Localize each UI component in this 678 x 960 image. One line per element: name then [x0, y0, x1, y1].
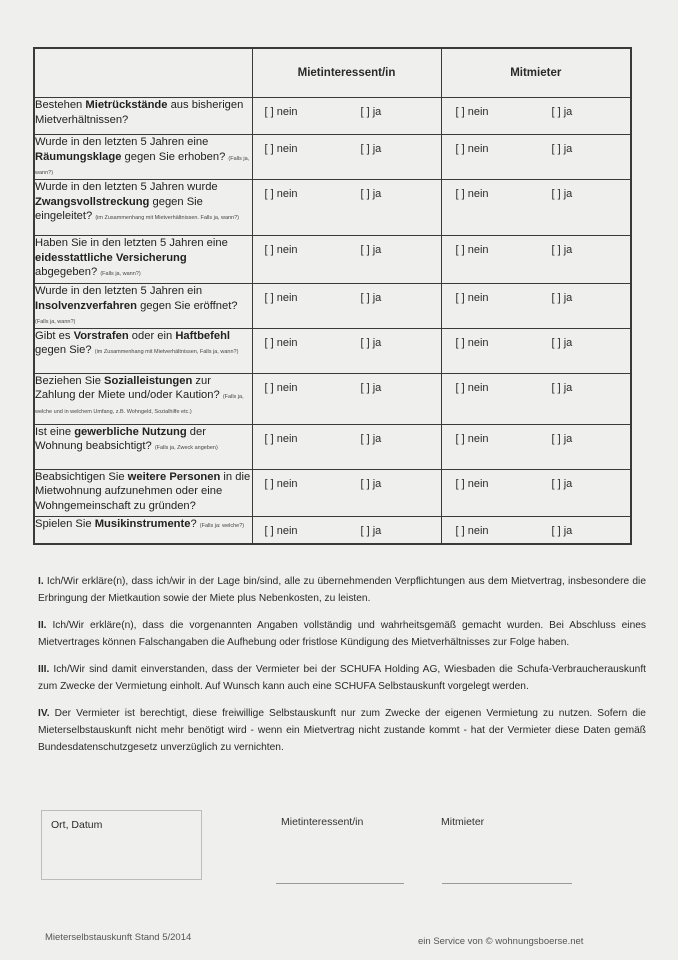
- question-keyword: Haftbefehl: [175, 329, 231, 342]
- cotenant-yes-checkbox[interactable]: [ ] ja: [551, 524, 573, 537]
- tenant-no-checkbox[interactable]: [ ] nein: [264, 432, 298, 445]
- question-hint: (Falls ja: welche?): [199, 522, 245, 529]
- table-row: [34, 373, 631, 424]
- cotenant-no-checkbox[interactable]: [ ] nein: [455, 524, 489, 537]
- question-text: Wurde in den letzten 5 Jahren ein: [35, 285, 203, 297]
- cotenant-no-checkbox[interactable]: [ ] nein: [455, 106, 489, 118]
- tenant-no-checkbox[interactable]: [ ] nein: [264, 106, 298, 118]
- tenant-yes-checkbox[interactable]: [ ] ja: [360, 188, 382, 200]
- tenant-answer-cell: [252, 180, 441, 236]
- question-text: Spielen Sie: [35, 517, 95, 530]
- cotenant-yes-checkbox[interactable]: [ ] ja: [551, 477, 573, 490]
- cotenant-yes-checkbox[interactable]: [ ] ja: [551, 336, 573, 349]
- question-text: abgegeben?: [35, 266, 98, 278]
- question-text: aus bisherigen Mietverhältnissen?: [35, 99, 244, 126]
- cotenant-answer-cell: [441, 469, 631, 516]
- question-hint: (Falls ja, welche und in welchem Umfang, z.B. Wohngeld, Sozialhilfe etc.): [35, 394, 244, 415]
- table-row: [34, 236, 631, 284]
- cotenant-yes-checkbox[interactable]: [ ] ja: [551, 381, 573, 394]
- cotenant-answer-cell: [441, 328, 631, 373]
- tenant-yes-checkbox[interactable]: [ ] ja: [360, 292, 382, 304]
- tenant-yes-checkbox[interactable]: [ ] ja: [360, 106, 382, 118]
- cotenant-answer-cell: [441, 98, 631, 135]
- table-row: [34, 135, 631, 180]
- question-text: in die Mietwohnung aufzunehmen oder eine Wohngemeinschaft zu gründen?: [35, 470, 251, 512]
- cotenant-answer-cell: [441, 284, 631, 329]
- table-row: [34, 424, 631, 469]
- question-keyword: eidesstattliche Versicherung: [35, 251, 187, 264]
- declaration-paragraph: [38, 705, 646, 756]
- place-date-box[interactable]: [41, 810, 202, 880]
- tenant-no-checkbox[interactable]: [ ] nein: [264, 244, 298, 256]
- table-row: [34, 516, 631, 544]
- tenant-answer-cell: [252, 236, 441, 284]
- question-text: Bestehen: [35, 99, 86, 111]
- question-cell: [34, 424, 252, 469]
- tenant-yes-checkbox[interactable]: [ ] ja: [360, 336, 382, 349]
- cotenant-yes-checkbox[interactable]: [ ] ja: [551, 292, 573, 304]
- paragraph-text: Der Vermieter ist berechtigt, diese freiwillige Selbstauskunft nur zum Zwecke der eigenen Vermietung zu nutzen. Sofern die Mieterselbstauskunft nicht mehr benötigt wird - wenn ein Mietvertrag nicht zustande kommt - hat der Vermieter diese Daten gemäß Bundesdatenschutzgesetz unverzüglich zu vernichten.: [38, 708, 646, 753]
- question-hint: (Falls ja, wann?): [35, 155, 250, 176]
- tenant-answer-cell: [252, 284, 441, 329]
- tenant-answer-cell: [252, 135, 441, 180]
- question-hint: (im Zusammenhang mit Mietverhältnissen, Falls ja, wann?): [94, 349, 239, 355]
- question-keyword: Insolvenzverfahren: [35, 299, 137, 312]
- tenant-yes-checkbox[interactable]: [ ] ja: [360, 524, 382, 537]
- paragraph-number: I.: [38, 576, 44, 587]
- question-text: Ist eine: [35, 425, 75, 438]
- cotenant-no-checkbox[interactable]: [ ] nein: [455, 432, 489, 445]
- tenant-no-checkbox[interactable]: [ ] nein: [264, 188, 298, 200]
- question-cell: [34, 135, 252, 180]
- paragraph-text: Ich/Wir erkläre(n), dass die vorgenannten Angaben vollständig und wahrheitsgemäß gemacht wurden. Bei Abschluss eines Mietvertrages können Falschangaben die Aufhebung oder fristlose Kündigung des Mietverhältnisses zur Folge haben.: [38, 620, 646, 648]
- question-cell: [34, 373, 252, 424]
- question-cell: [34, 284, 252, 329]
- cotenant-answer-cell: [441, 424, 631, 469]
- question-text: gegen Sie eingeleitet?: [35, 195, 203, 222]
- question-keyword: Vorstrafen: [73, 329, 129, 342]
- tenant-no-checkbox[interactable]: [ ] nein: [264, 477, 298, 490]
- question-hint: (Falls ja, wann?): [100, 271, 141, 277]
- tenant-answer-cell: [252, 328, 441, 373]
- tenant-no-checkbox[interactable]: [ ] nein: [264, 524, 298, 537]
- paragraph-text: Ich/Wir erkläre(n), dass ich/wir in der Lage bin/sind, alle zu übernehmenden Verpflichtungen aus dem Mietvertrag, insbesondere die Erbringung der Mietkaution sowie der Miete plus Nebenkosten, zu leisten.: [38, 576, 646, 604]
- cotenant-answer-cell: [441, 180, 631, 236]
- cotenant-yes-checkbox[interactable]: [ ] ja: [551, 432, 573, 445]
- cotenant-yes-checkbox[interactable]: [ ] ja: [551, 188, 573, 200]
- cotenant-no-checkbox[interactable]: [ ] nein: [455, 381, 489, 394]
- question-hint: (Falls ja, Zweck angeben): [154, 445, 218, 451]
- question-text: ?: [190, 517, 197, 530]
- question-hint: (im Zusammenhang mit Mietverhältnissen. Falls ja, wann?): [95, 215, 240, 221]
- question-cell: [34, 236, 252, 284]
- question-text: Beabsichtigen Sie: [35, 470, 128, 483]
- tenant-yes-checkbox[interactable]: [ ] ja: [360, 477, 382, 490]
- declarations: [38, 573, 646, 766]
- question-cell: [34, 180, 252, 236]
- column-header-cotenant: Mitmieter: [441, 48, 631, 98]
- tenant-no-checkbox[interactable]: [ ] nein: [264, 336, 298, 349]
- cotenant-answer-cell: [441, 373, 631, 424]
- cotenant-answer-cell: [441, 135, 631, 180]
- header-blank-cell: [34, 48, 252, 98]
- question-keyword: Zwangsvollstreckung: [35, 195, 150, 208]
- column-header-tenant: Mietinteressent/in: [252, 48, 441, 98]
- question-keyword: Mietrückstände: [85, 99, 168, 111]
- question-cell: [34, 328, 252, 373]
- paragraph-text: Ich/Wir sind damit einverstanden, dass der Vermieter bei der SCHUFA Holding AG, Wiesbaden die Schufa-Verbraucherauskunft zum Zwecke der Vermietung einholt. Auf Wunsch kann auch eine SCHUFA Selbstauskunft vorgelegt werden.: [38, 664, 646, 692]
- tenant-answer-cell: [252, 469, 441, 516]
- cotenant-signature-label: Mitmieter: [441, 816, 485, 828]
- table-header-row: [34, 48, 631, 98]
- question-keyword: Musikinstrumente: [94, 517, 191, 530]
- tenant-no-checkbox[interactable]: [ ] nein: [264, 292, 298, 304]
- question-keyword: Sozialleistungen: [104, 374, 193, 387]
- question-cell: [34, 516, 252, 544]
- cotenant-no-checkbox[interactable]: [ ] nein: [455, 292, 489, 304]
- question-text: Beziehen Sie: [35, 374, 105, 387]
- paragraph-number: II.: [38, 620, 47, 631]
- cotenant-no-checkbox[interactable]: [ ] nein: [455, 336, 489, 349]
- question-text: gegen Sie erhoben?: [121, 150, 226, 163]
- cotenant-yes-checkbox[interactable]: [ ] ja: [551, 143, 573, 155]
- tenant-answer-cell: [252, 424, 441, 469]
- table-row: [34, 469, 631, 516]
- tenant-yes-checkbox[interactable]: [ ] ja: [360, 244, 382, 256]
- question-text: zur Zahlung der Miete und/oder Kaution?: [35, 374, 220, 401]
- declaration-paragraph: [38, 661, 646, 695]
- paragraph-number: III.: [38, 664, 50, 675]
- question-text: der Wohnung beabsichtigt?: [35, 425, 206, 452]
- question-keyword: gewerbliche Nutzung: [74, 425, 187, 438]
- question-text: oder ein: [128, 329, 176, 342]
- tenant-answer-cell: [252, 98, 441, 135]
- question-keyword: Räumungsklage: [35, 150, 122, 163]
- table-row: [34, 180, 631, 236]
- cotenant-no-checkbox[interactable]: [ ] nein: [455, 188, 489, 200]
- question-text: Haben Sie in den letzten 5 Jahren eine: [35, 237, 228, 249]
- question-text: Gibt es: [35, 329, 74, 342]
- tenant-no-checkbox[interactable]: [ ] nein: [264, 381, 298, 394]
- declaration-paragraph: [38, 573, 646, 607]
- question-hint: (Falls ja, wann?): [35, 319, 76, 325]
- tenant-yes-checkbox[interactable]: [ ] ja: [360, 381, 382, 394]
- cotenant-yes-checkbox[interactable]: [ ] ja: [551, 244, 573, 256]
- tenant-no-checkbox[interactable]: [ ] nein: [264, 143, 298, 155]
- place-date-label: Ort, Datum: [51, 819, 103, 831]
- tenant-yes-checkbox[interactable]: [ ] ja: [360, 143, 382, 155]
- table-row: [34, 328, 631, 373]
- question-text: gegen Sie eröffnet?: [136, 299, 238, 312]
- tenant-signature-label: Mietinteressent/in: [281, 816, 364, 828]
- footer-service: ein Service von © wohnungsboerse.net: [418, 936, 584, 947]
- cotenant-no-checkbox[interactable]: [ ] nein: [455, 143, 489, 155]
- cotenant-no-checkbox[interactable]: [ ] nein: [455, 477, 489, 490]
- cotenant-answer-cell: [441, 516, 631, 544]
- tenant-answer-cell: [252, 516, 441, 544]
- tenant-answer-cell: [252, 373, 441, 424]
- question-text: Wurde in den letzten 5 Jahren wurde: [35, 181, 218, 193]
- cotenant-signature-line[interactable]: [442, 883, 572, 884]
- table-row: [34, 284, 631, 329]
- question-cell: [34, 98, 252, 135]
- question-text: gegen Sie?: [35, 344, 92, 356]
- table-row: [34, 98, 631, 135]
- cotenant-no-checkbox[interactable]: [ ] nein: [455, 244, 489, 256]
- cotenant-answer-cell: [441, 236, 631, 284]
- paragraph-number: IV.: [38, 708, 50, 719]
- question-keyword: weitere Personen: [127, 470, 221, 483]
- question-cell: [34, 469, 252, 516]
- questions-table: [33, 47, 632, 545]
- cotenant-yes-checkbox[interactable]: [ ] ja: [551, 106, 573, 118]
- question-text: Wurde in den letzten 5 Jahren eine: [35, 136, 209, 148]
- declaration-paragraph: [38, 617, 646, 651]
- footer-version: Mieterselbstauskunft Stand 5/2014: [45, 932, 192, 943]
- tenant-signature-line[interactable]: [276, 883, 404, 884]
- tenant-yes-checkbox[interactable]: [ ] ja: [360, 432, 382, 445]
